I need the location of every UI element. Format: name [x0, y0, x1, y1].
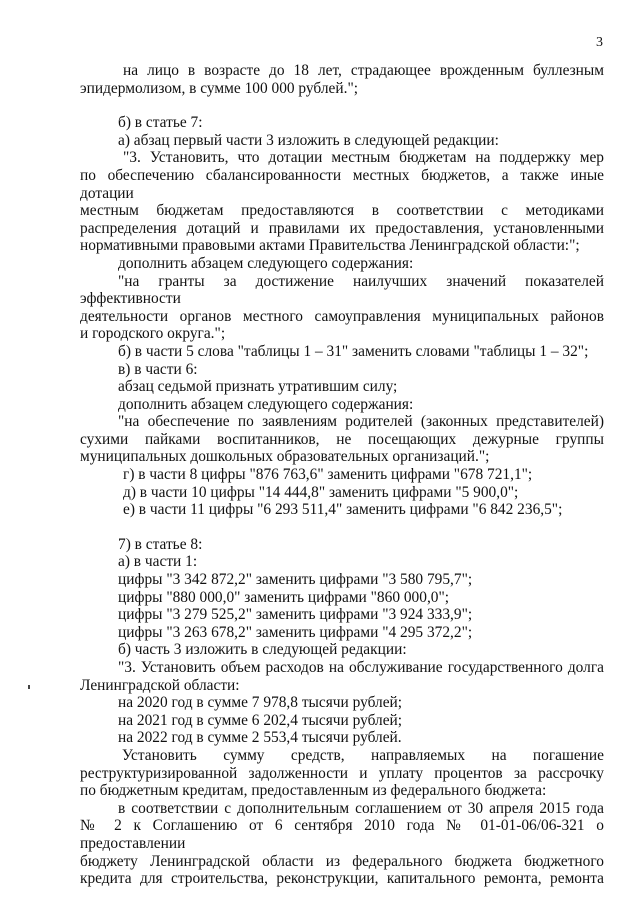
text-line: дополнить абзацем следующего содержания: — [118, 254, 414, 272]
text-line: цифры "880 000,0" заменить цифрами "860 000,0"; — [118, 588, 450, 606]
text-line: абзац седьмой признать утратившим силу; — [118, 378, 398, 396]
scan-speck — [28, 685, 30, 689]
document-body — [80, 62, 604, 888]
text-line: на 2021 год в сумме 6 202,4 тысячи рублей; — [118, 711, 403, 729]
text-line: местным бюджетам предоставляются в соответствии с методиками — [80, 202, 604, 220]
text-line: цифры "3 263 678,2" заменить цифрами "4 295 372,2"; — [118, 623, 473, 641]
text-line: кредита для строительства, реконструкции, капитального ремонта, ремонта — [80, 870, 604, 888]
text-line: № 2 к Соглашению от 6 сентября 2010 года № 01-01-06/06-321 о предоставлении — [80, 817, 604, 852]
text-line: деятельности органов местного самоуправления муниципальных районов — [80, 307, 604, 325]
text-line: распределения дотаций и правилами их предоставления, установленными — [80, 219, 604, 237]
text-line: на 2022 год в сумме 2 553,4 тысячи рублей. — [118, 729, 402, 747]
text-line: цифры "3 342 872,2" заменить цифрами "3 580 795,7"; — [118, 571, 473, 589]
text-line: д) в части 10 цифры "14 444,8" заменить цифрами "5 900,0"; — [123, 483, 519, 501]
text-line: 7) в статье 8: — [118, 535, 203, 553]
text-line: а) абзац первый части 3 изложить в следующей редакции: — [118, 131, 499, 149]
text-line: на лицо в возрасте до 18 лет, страдающее врожденным буллезным — [123, 62, 604, 79]
text-line: "3. Установить, что дотации местным бюджетам на поддержку мер — [123, 149, 604, 167]
text-line: сухими пайками воспитанников, не посещающих дежурные группы — [80, 430, 604, 448]
text-line: эпидермолизом, в сумме 100 000 рублей."; — [80, 79, 359, 97]
text-line: дополнить абзацем следующего содержания: — [118, 395, 414, 413]
text-line: и городского округа."; — [80, 325, 226, 343]
text-line: "на обеспечение по заявлениям родителей (законных представителей) — [118, 413, 604, 431]
text-line: цифры "3 279 525,2" заменить цифрами "3 924 333,9"; — [118, 606, 473, 624]
paragraph-gap — [80, 97, 604, 114]
text-line: в соответствии с дополнительным соглашением от 30 апреля 2015 года — [118, 799, 604, 817]
text-line: Ленинградской области: — [80, 676, 240, 694]
text-line: "на гранты за достижение наилучших значений показателей эффективности — [80, 272, 604, 308]
page-number: 3 — [596, 35, 603, 50]
text-line: б) часть 3 изложить в следующей редакции: — [118, 641, 407, 659]
text-line: нормативными правовыми актами Правительства Ленинградской области:"; — [80, 237, 580, 255]
text-line: муниципальных дошкольных образовательных организаций."; — [80, 448, 490, 466]
text-line: Установить сумму средств, направляемых на погашение — [122, 746, 604, 764]
text-line: б) в статье 7: — [118, 114, 203, 132]
text-line: б) в части 5 слова "таблицы 1 – 31" заменить словами "таблицы 1 – 32"; — [118, 342, 589, 360]
text-line: а) в части 1: — [118, 553, 198, 571]
text-line: в) в части 6: — [118, 360, 198, 378]
text-line: по бюджетным кредитам, предоставленным из федерального бюджета: — [80, 782, 547, 800]
text-line: реструктуризированной задолженности и уплату процентов за рассрочку — [80, 764, 604, 782]
text-line: бюджету Ленинградской области из федерального бюджета бюджетного — [80, 852, 604, 870]
text-line: г) в части 8 цифры "876 763,6" заменить цифрами "678 721,1"; — [123, 466, 533, 484]
text-line: на 2020 год в сумме 7 978,8 тысячи рублей; — [118, 694, 403, 712]
text-line: е) в части 11 цифры "6 293 511,4" заменить цифрами "6 842 236,5"; — [123, 501, 563, 519]
paragraph-gap — [80, 519, 604, 536]
text-line: "3. Установить объем расходов на обслуживание государственного долга — [118, 659, 604, 676]
text-line: по обеспечению сбалансированности местных бюджетов, а также иные дотации — [80, 166, 604, 202]
